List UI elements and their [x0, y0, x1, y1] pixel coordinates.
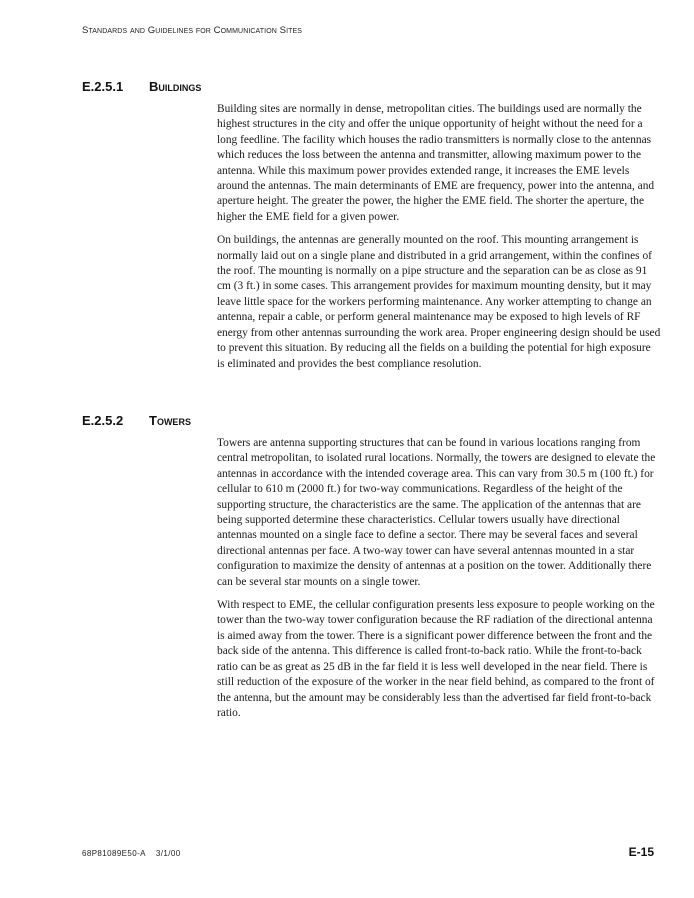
doc-number: 68P81089E50-A	[82, 849, 146, 858]
section-body	[217, 102, 661, 372]
paragraph: Building sites are normally in dense, metropolitan cities. The buildings used are normally the highest structures in the city and offer the unique opportunity of height without the need for a long feedline. The facility which houses the radio transmitters is normally close to the antennas which reduces the loss between the antenna and transmitter, allowing maximum power to the antenna. While this maximum power provides extended range, it increases the EME levels around the antennas. The main determinants of EME are frequency, power into the antenna, and aperture height. The greater the power, the higher the EME field. The shorter the aperture, the higher the EME field for a given power.	[217, 103, 655, 223]
running-header: Standards and Guidelines for Communication Sites	[82, 25, 303, 36]
paragraph: With respect to EME, the cellular configuration presents less exposure to people working on the tower than the two-way tower configuration because the RF radiation of the directional antenna is aimed away from the tower. There is a significant power difference between the front and the back side of the antenna. This difference is called front-to-back ratio. While the front-to-back ratio can be as great as 25 dB in the far field it is less well developed in the near field. There is still reduction of the exposure of the worker in the near field behind, as compared to the front of the antenna, but the amount may be considerably less than the advertised far field front-to-back ratio.	[217, 599, 655, 719]
section-buildings	[82, 79, 662, 380]
page-number: E-15	[628, 845, 654, 859]
section-title: Buildings	[149, 79, 202, 94]
section-number: E.2.5.1	[82, 79, 124, 94]
paragraph: Towers are antenna supporting structures that can be found in various locations ranging from central metropolitan, to isolated rural locations. Normally, the towers are designed to elevate the antennas in accordance with the intended coverage area. This can vary from 30.5 m (100 ft.) for cellular to 610 m (2000 ft.) for two-way communications. Regardless of the height of the supporting structure, the characteristics are the same. The application of the antennas that are being supported determine these characteristics. Cellular towers usually have directional antennas mounted on a single face to define a sector. There may be several faces and several directional antennas per face. A two-way tower can have several antennas mounted in a star configuration to maximize the density of antennas at a position on the tower. Additionally there can be several star mounts on a single tower.	[217, 437, 656, 588]
doc-date: 3/1/00	[155, 849, 181, 858]
section-heading	[82, 413, 662, 431]
section-heading	[82, 79, 662, 97]
footer-doc-info	[82, 849, 181, 858]
paragraph: On buildings, the antennas are generally mounted on the roof. This mounting arrangement is normally laid out on a single plane and distributed in a grid arrangement, within the confines of the roof. The mounting is normally on a pipe structure and the separation can be as close as 91 cm (3 ft.) in some cases. This arrangement provides for maximum mounting density, but it may leave little space for the workers performing maintenance. Any worker attempting to change an antenna, repair a cable, or perform general maintenance may be exposed to high levels of RF energy from other antennas surrounding the work area. Proper engineering design should be used to prevent this situation. By reducing all the fields on a building the potential for high exposure is eliminated and provides the best compliance resolution.	[217, 234, 661, 370]
section-towers	[82, 413, 662, 729]
section-number: E.2.5.2	[82, 413, 124, 428]
section-body	[217, 436, 661, 721]
section-title: Towers	[149, 413, 191, 428]
